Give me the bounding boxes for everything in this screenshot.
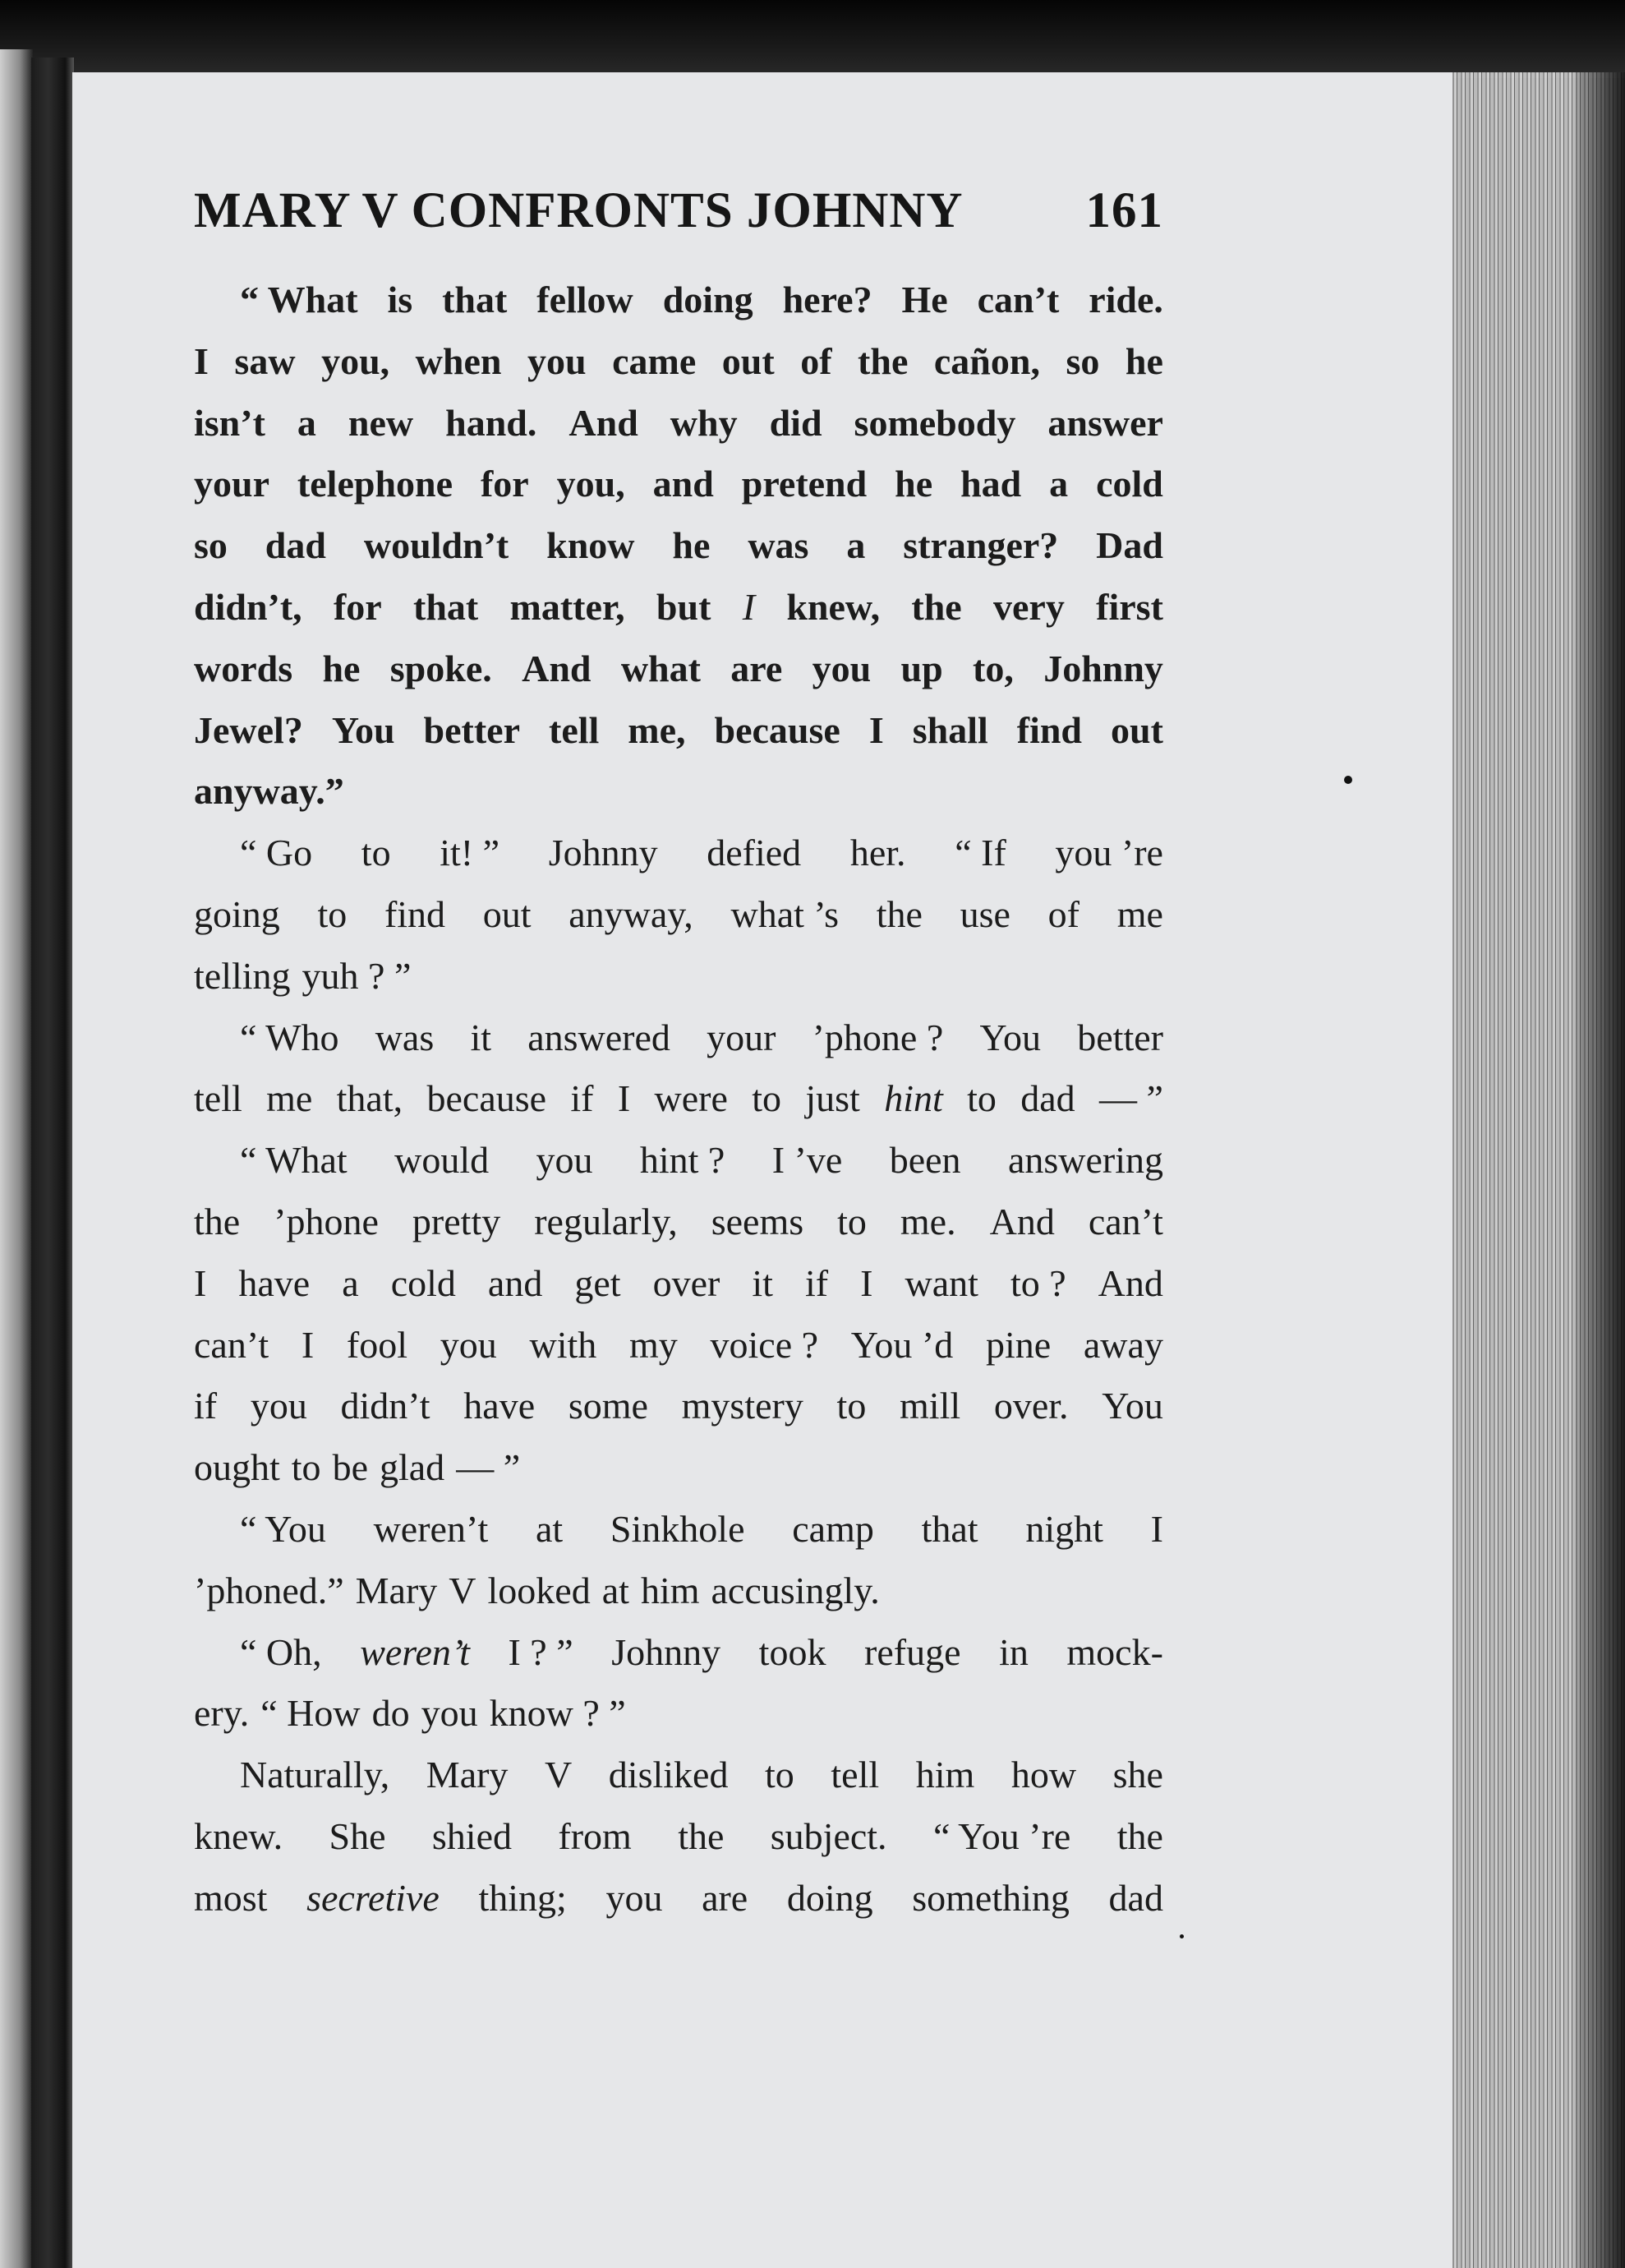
word: thing; xyxy=(478,1876,567,1919)
word: V xyxy=(545,1754,573,1796)
word: you xyxy=(440,1323,497,1366)
word: out xyxy=(1111,708,1163,751)
text-line xyxy=(194,1192,1163,1253)
word: you, xyxy=(556,463,625,505)
word: out xyxy=(482,892,532,935)
word: up xyxy=(900,647,943,689)
word: would xyxy=(394,1139,490,1182)
text-line xyxy=(194,454,1163,515)
word: out xyxy=(721,339,775,382)
word: saw xyxy=(234,339,296,382)
word: I xyxy=(1150,1507,1163,1550)
word: here? xyxy=(782,279,872,320)
word: I xyxy=(742,585,756,628)
word: mystery xyxy=(681,1385,803,1427)
word: You xyxy=(979,1016,1042,1058)
word: my xyxy=(629,1323,678,1366)
word: him xyxy=(640,1569,700,1611)
word: voice ? xyxy=(710,1323,819,1366)
word: Jewel? xyxy=(194,708,303,751)
word: I xyxy=(194,1261,207,1304)
word: to xyxy=(837,1200,867,1242)
word: most xyxy=(194,1876,268,1919)
word: your xyxy=(194,463,269,505)
text-line xyxy=(194,700,1163,762)
text-line xyxy=(194,638,1163,700)
word: find xyxy=(384,892,446,935)
text-line xyxy=(194,1560,1163,1622)
word: the xyxy=(1116,1814,1163,1857)
word: secretive xyxy=(306,1876,440,1919)
word: somebody xyxy=(854,401,1016,444)
text-line xyxy=(194,1068,1163,1130)
page-stack-edge xyxy=(1452,72,1625,2268)
text-line xyxy=(194,331,1163,393)
text-line xyxy=(194,270,1163,331)
word: at xyxy=(535,1507,564,1550)
running-title: MARY V CONFRONTS JOHNNY xyxy=(194,183,964,238)
scan-top-shadow xyxy=(0,0,1625,78)
word: — ” xyxy=(1098,1077,1163,1120)
word: didn’t, xyxy=(194,585,302,628)
word: you xyxy=(527,339,587,382)
word: it! ” xyxy=(440,832,500,874)
word: do xyxy=(371,1692,410,1735)
word: subject. xyxy=(770,1814,887,1857)
text-line xyxy=(194,515,1163,577)
word: defied xyxy=(707,832,802,874)
word: ery. xyxy=(194,1692,250,1735)
word: so xyxy=(1066,339,1100,382)
word: are xyxy=(730,647,783,689)
word: “ Who xyxy=(240,1016,339,1058)
word: her. xyxy=(849,832,906,874)
word: doing xyxy=(662,279,753,320)
word: to xyxy=(836,1385,867,1427)
word: the xyxy=(876,892,923,935)
word: shied xyxy=(431,1814,513,1857)
word: can’t xyxy=(977,279,1060,320)
word: fellow xyxy=(536,279,633,320)
word: to xyxy=(967,1077,997,1120)
word: that xyxy=(413,585,479,628)
word: find xyxy=(1016,708,1083,751)
text-line xyxy=(194,1315,1163,1376)
word: new xyxy=(348,401,414,444)
word: mock- xyxy=(1066,1630,1163,1673)
word: you xyxy=(536,1139,593,1182)
word: tell xyxy=(549,708,600,751)
word: you ’re xyxy=(1055,832,1163,874)
word: mill xyxy=(900,1385,961,1427)
word: anyway, xyxy=(569,892,693,935)
word: Dad xyxy=(1096,524,1163,567)
word: Mary xyxy=(355,1569,438,1611)
word: night xyxy=(1025,1507,1103,1550)
word: regularly, xyxy=(534,1200,678,1242)
word: going xyxy=(194,892,280,935)
word: to ? xyxy=(1010,1261,1066,1304)
word: can’t xyxy=(194,1323,269,1366)
word: looked xyxy=(487,1569,591,1611)
word: isn’t xyxy=(194,401,265,444)
word: yuh ? ” xyxy=(302,954,412,997)
word: he xyxy=(1125,339,1163,382)
word: You xyxy=(1102,1385,1163,1427)
word: I ’ve xyxy=(771,1139,843,1182)
word: to xyxy=(317,892,348,935)
text-line xyxy=(194,1130,1163,1192)
word: ’phone xyxy=(274,1200,379,1242)
word: something xyxy=(912,1876,1070,1919)
text-line xyxy=(194,577,1163,638)
word: Naturally, xyxy=(240,1754,390,1796)
word: took xyxy=(758,1630,826,1673)
word: be xyxy=(332,1446,368,1489)
word: was xyxy=(375,1016,435,1058)
word: over. xyxy=(993,1385,1069,1427)
word: And xyxy=(1098,1261,1163,1304)
word: how xyxy=(1010,1754,1077,1796)
word: hint ? xyxy=(639,1139,725,1182)
word: “ If xyxy=(955,832,1006,874)
text-line xyxy=(194,1253,1163,1315)
word: first xyxy=(1096,585,1163,628)
word: so xyxy=(194,524,228,567)
word: Mary xyxy=(426,1754,509,1796)
word: cañon, xyxy=(933,339,1040,382)
text-line xyxy=(194,1007,1163,1069)
facing-page-edge xyxy=(0,49,33,2268)
word: is xyxy=(387,279,413,320)
word: you xyxy=(812,647,872,689)
word: knew, xyxy=(786,585,881,628)
word: had xyxy=(960,463,1022,505)
word: V xyxy=(449,1569,476,1611)
word: get xyxy=(574,1261,621,1304)
word: Johnny xyxy=(1043,647,1163,689)
word: have xyxy=(463,1385,536,1427)
word: “ You xyxy=(240,1507,326,1550)
word: a xyxy=(297,401,316,444)
word: for xyxy=(333,585,382,628)
word: weren’t xyxy=(360,1630,470,1673)
word: telling xyxy=(194,954,291,997)
word: if xyxy=(804,1261,829,1304)
word: and xyxy=(487,1261,543,1304)
word: weren’t xyxy=(373,1507,489,1550)
page-number: 161 xyxy=(1085,183,1163,238)
word: answered xyxy=(527,1016,670,1058)
word: did xyxy=(769,401,822,444)
text-line xyxy=(194,1499,1163,1560)
word: you, xyxy=(321,339,390,382)
word: he xyxy=(322,647,361,689)
word: you xyxy=(605,1876,663,1919)
word: telephone xyxy=(297,463,453,505)
word: the xyxy=(911,585,962,628)
word: what xyxy=(620,647,701,689)
word: fool xyxy=(346,1323,408,1366)
word: when xyxy=(415,339,502,382)
word: for xyxy=(480,463,529,505)
body-text xyxy=(194,270,1163,1929)
text-line xyxy=(194,1745,1163,1806)
text-line xyxy=(194,946,1163,1007)
word: use xyxy=(960,892,1010,935)
word: knew. xyxy=(194,1814,283,1857)
word: know xyxy=(546,524,635,567)
word: him xyxy=(915,1754,975,1796)
running-header xyxy=(194,182,1163,248)
word: refuge xyxy=(864,1630,961,1673)
text-line xyxy=(194,1622,1163,1684)
word: very xyxy=(993,585,1065,628)
word: it xyxy=(470,1016,491,1058)
word: You ’d xyxy=(850,1323,954,1366)
word: over xyxy=(652,1261,720,1304)
word: And xyxy=(522,647,592,689)
word: Sinkhole xyxy=(610,1507,745,1550)
word: She xyxy=(329,1814,386,1857)
word: stranger? xyxy=(903,524,1059,567)
word: camp xyxy=(792,1507,874,1550)
text-line xyxy=(194,823,1163,884)
word: know ? ” xyxy=(489,1692,626,1735)
word: that, xyxy=(336,1077,403,1120)
word: matter, xyxy=(509,585,625,628)
word: Johnny xyxy=(611,1630,721,1673)
word: some xyxy=(568,1385,648,1427)
word: me xyxy=(1116,892,1163,935)
word: was xyxy=(748,524,809,567)
word: are xyxy=(702,1876,748,1919)
word: ’phone ? xyxy=(812,1016,944,1058)
word: with xyxy=(529,1323,597,1366)
word: at xyxy=(601,1569,629,1611)
word: tell xyxy=(194,1077,242,1120)
word: what ’s xyxy=(730,892,840,935)
word: to xyxy=(361,832,391,874)
word: accusingly. xyxy=(711,1569,880,1611)
word: me. xyxy=(900,1200,956,1242)
word: a xyxy=(1049,463,1069,505)
word: words xyxy=(194,647,293,689)
word: me, xyxy=(628,708,686,751)
word: the xyxy=(194,1200,241,1242)
word: I xyxy=(868,708,884,751)
word: that xyxy=(442,279,508,320)
word: — ” xyxy=(456,1446,521,1489)
word: wouldn’t xyxy=(363,524,509,567)
word: he xyxy=(672,524,711,567)
word: seems xyxy=(711,1200,804,1242)
word: And xyxy=(989,1200,1055,1242)
text-line xyxy=(194,1437,1163,1499)
word: want xyxy=(905,1261,978,1304)
word: she xyxy=(1112,1754,1163,1796)
word: Johnny xyxy=(548,832,658,874)
word: I xyxy=(194,339,209,382)
word: a xyxy=(342,1261,359,1304)
word: in xyxy=(999,1630,1029,1673)
text-line xyxy=(194,1683,1163,1745)
text-line xyxy=(194,761,1163,823)
word: anyway.” xyxy=(194,770,344,813)
word: to xyxy=(752,1077,782,1120)
word: doing xyxy=(786,1876,873,1919)
word: hand. xyxy=(445,401,537,444)
word: away xyxy=(1083,1323,1163,1366)
text-line xyxy=(194,1868,1163,1929)
word: pretend xyxy=(741,463,868,505)
word: the xyxy=(858,339,909,382)
word: me xyxy=(266,1077,313,1120)
word: “ Go xyxy=(240,832,313,874)
word: but xyxy=(656,585,711,628)
word: I xyxy=(617,1077,631,1120)
word: just xyxy=(805,1077,860,1120)
word: your xyxy=(707,1016,776,1058)
word: and xyxy=(652,463,714,505)
word: answer xyxy=(1047,401,1163,444)
word: tell xyxy=(831,1754,880,1796)
word: because xyxy=(426,1077,547,1120)
word: can’t xyxy=(1088,1200,1163,1242)
word: “ What xyxy=(240,279,358,320)
word: he xyxy=(895,463,933,505)
word: you xyxy=(421,1692,478,1735)
text-line xyxy=(194,884,1163,946)
text-line xyxy=(194,393,1163,454)
word: And xyxy=(569,401,638,444)
word: “ What xyxy=(240,1139,348,1182)
word: disliked xyxy=(608,1754,729,1796)
ink-speck xyxy=(1180,1934,1184,1938)
word: of xyxy=(1047,892,1079,935)
word: if xyxy=(570,1077,594,1120)
word: answering xyxy=(1007,1139,1163,1182)
word: cold xyxy=(390,1261,456,1304)
word: better xyxy=(1077,1016,1163,1058)
word: “ How xyxy=(260,1692,361,1735)
word: spoke. xyxy=(389,647,492,689)
word: ought xyxy=(194,1446,280,1489)
book-gutter xyxy=(31,58,74,2268)
word: I xyxy=(860,1261,873,1304)
word: cold xyxy=(1096,463,1163,505)
text-line xyxy=(194,1376,1163,1437)
word: You xyxy=(331,708,395,751)
word: a xyxy=(846,524,866,567)
word: didn’t xyxy=(340,1385,430,1427)
word: the xyxy=(678,1814,725,1857)
word: it xyxy=(752,1261,773,1304)
word: glad xyxy=(379,1446,445,1489)
word: hint xyxy=(884,1077,943,1120)
word: better xyxy=(423,708,521,751)
word: of xyxy=(800,339,832,382)
word: ride. xyxy=(1089,279,1163,320)
word: dad xyxy=(1108,1876,1163,1919)
word: why xyxy=(670,401,738,444)
ink-speck xyxy=(1344,776,1352,784)
word: “ Oh, xyxy=(240,1630,322,1673)
word: ’phoned.” xyxy=(194,1569,344,1611)
word: because xyxy=(714,708,840,751)
word: “ You ’re xyxy=(932,1814,1071,1857)
word: have xyxy=(238,1261,311,1304)
word: you xyxy=(250,1385,307,1427)
word: came xyxy=(612,339,697,382)
word: were xyxy=(654,1077,728,1120)
word: if xyxy=(194,1385,218,1427)
word: pretty xyxy=(412,1200,501,1242)
word: that xyxy=(921,1507,978,1550)
word: to, xyxy=(973,647,1014,689)
word: I xyxy=(301,1323,315,1366)
word: He xyxy=(901,279,948,320)
word: to xyxy=(765,1754,794,1796)
word: shall xyxy=(912,708,988,751)
word: dad xyxy=(265,524,326,567)
word: dad xyxy=(1020,1077,1075,1120)
word: been xyxy=(889,1139,961,1182)
word: pine xyxy=(985,1323,1052,1366)
text-line xyxy=(194,1806,1163,1868)
word: to xyxy=(291,1446,321,1489)
word: I ? ” xyxy=(508,1630,573,1673)
word: from xyxy=(558,1814,632,1857)
